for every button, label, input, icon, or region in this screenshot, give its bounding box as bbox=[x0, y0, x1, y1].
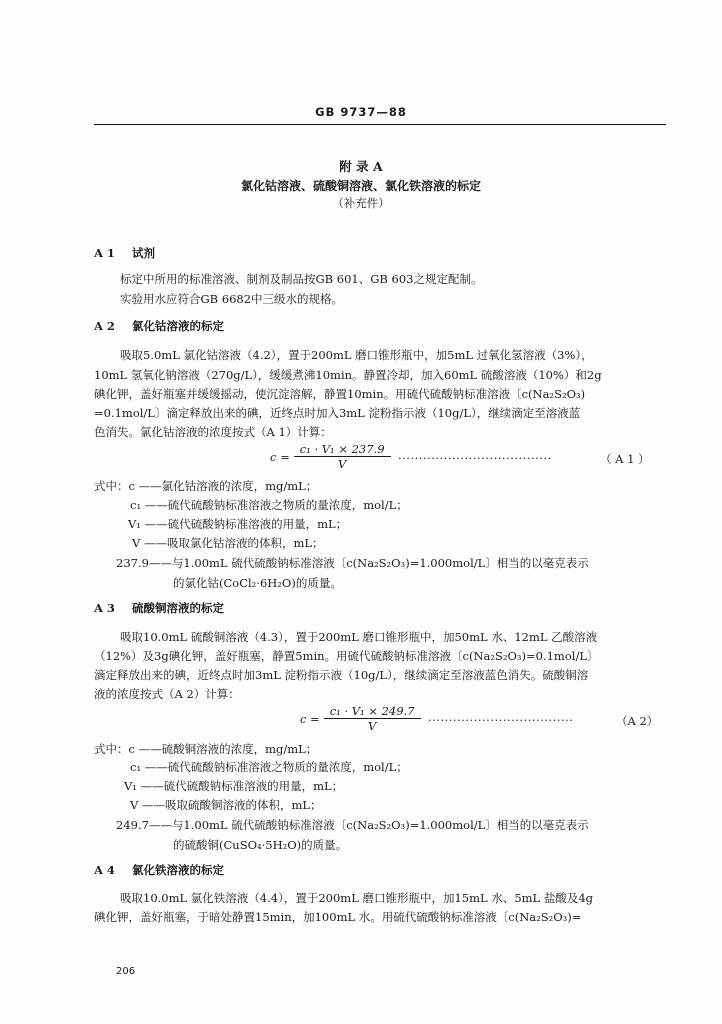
variable-definition: 式中：c ——氯化钴溶液的浓度，mg/mL； bbox=[94, 479, 318, 493]
formula-tag: （A 2） bbox=[616, 714, 659, 728]
paragraph-line: 液的浓度按式（A 2）计算： bbox=[94, 687, 240, 701]
variable-definition: 的氯化钴(CoCl₂·6H₂O)的质量。 bbox=[173, 576, 342, 590]
section-number: A 4 bbox=[94, 863, 115, 877]
paragraph-line: 滴定释放出来的碘，近终点时加3mL 淀粉指示液（10g/L），继续滴定至溶液蓝色消失。硫酸铜溶 bbox=[94, 668, 589, 682]
variable-definition: c₁ ——硫代硫酸钠标准溶液之物质的量浓度，mol/L； bbox=[130, 498, 408, 512]
header-rule bbox=[94, 124, 666, 125]
formula-a2 bbox=[300, 704, 421, 733]
section-title: 硫酸铜溶液的标定 bbox=[132, 601, 224, 615]
formula-tag: （ A 1 ） bbox=[600, 452, 650, 466]
section-number: A 3 bbox=[94, 601, 115, 615]
section-title: 氯化钴溶液的标定 bbox=[132, 319, 224, 333]
formula-leader-dots: ··································· bbox=[428, 713, 574, 727]
formula-fraction bbox=[324, 704, 421, 733]
paragraph-line: 吸取10.0mL 氯化铁溶液（4.4），置于200mL 磨口锥形瓶中，加15mL 水、5mL 盐酸及4g bbox=[120, 891, 594, 905]
paragraph-line: 实验用水应符合GB 6682中三级水的规格。 bbox=[120, 292, 344, 306]
paragraph-line: （12%）及3g碘化钾，盖好瓶塞，静置5min。用硫代硫酸钠标准溶液〔c(Na₂S₂O₃)=0.1mol/L〕 bbox=[94, 649, 599, 663]
paragraph-line: 碘化钾，盖好瓶塞并缓缓摇动，使沉淀溶解，静置10min。用硫代硫酸钠标准溶液〔c(Na₂S₂O₃) bbox=[94, 387, 586, 401]
formula-fraction bbox=[294, 442, 391, 471]
section-a1-heading bbox=[94, 245, 155, 261]
section-a2-heading bbox=[94, 318, 224, 334]
paragraph-line: 碘化钾，盖好瓶塞，于暗处静置15min，加100mL 水。用硫代硫酸钠标准溶液〔c(Na₂S₂O₃)= bbox=[94, 910, 582, 924]
formula-denominator: V bbox=[337, 457, 347, 471]
variable-definition: V ——吸取硫酸铜溶液的体积，mL； bbox=[130, 798, 322, 812]
variable-definition: 式中：c ——硫酸铜溶液的浓度，mg/mL； bbox=[94, 742, 318, 756]
appendix-note: （补充件） bbox=[332, 196, 390, 210]
section-a4-heading bbox=[94, 862, 224, 878]
section-title: 试剂 bbox=[132, 246, 155, 260]
section-number: A 1 bbox=[94, 246, 115, 260]
paragraph-line: 吸取5.0mL 氯化钴溶液（4.2），置于200mL 磨口锥形瓶中，加5mL 过氧化氢溶液（3%）， bbox=[120, 348, 593, 362]
section-title: 氯化铁溶液的标定 bbox=[132, 863, 224, 877]
formula-numerator: c₁ · V₁ × 237.9 bbox=[294, 442, 391, 457]
page-number: 206 bbox=[116, 966, 136, 977]
variable-definition: 237.9——与1.00mL 硫代硫酸钠标准溶液〔c(Na₂S₂O₃)=1.000mol/L〕相当的以毫克表示 bbox=[116, 556, 589, 570]
formula-a1 bbox=[270, 442, 391, 471]
paragraph-line: 标定中所用的标准溶液、制剂及制品按GB 601、GB 603之规定配制。 bbox=[120, 272, 483, 286]
paragraph-line: =0.1mol/L〕滴定释放出来的碘，近终点时加入3mL 淀粉指示液（10g/L），继续滴定至溶液蓝 bbox=[94, 406, 581, 420]
variable-definition: c₁ ——硫代硫酸钠标准溶液之物质的量浓度，mol/L； bbox=[130, 760, 408, 774]
formula-leader-dots: ····································· bbox=[398, 451, 552, 465]
section-number: A 2 bbox=[94, 319, 115, 333]
appendix-title: 氯化钴溶液、硫酸铜溶液、氯化铁溶液的标定 bbox=[240, 179, 481, 193]
variable-definition: V₁ ——硫代硫酸钠标准溶液的用量，mL； bbox=[128, 517, 348, 531]
variable-definition: V₁ ——硫代硫酸钠标准溶液的用量，mL； bbox=[124, 779, 344, 793]
appendix-label: 附 录 A bbox=[339, 159, 383, 174]
paragraph-line: 色消失。氯化钴溶液的浓度按式（A 1）计算： bbox=[94, 425, 332, 439]
paragraph-line: 10mL 氢氧化钠溶液（270g/L），缓缓煮沸10min。静置冷却，加入60mL 硫酸溶液（10%）和2g bbox=[94, 368, 602, 382]
variable-definition: 249.7——与1.00mL 硫代硫酸钠标准溶液〔c(Na₂S₂O₃)=1.000mol/L〕相当的以毫克表示 bbox=[116, 818, 589, 832]
formula-denominator: V bbox=[367, 719, 377, 733]
section-a3-heading bbox=[94, 600, 224, 616]
variable-definition: V ——吸取氯化钴溶液的体积，mL； bbox=[132, 536, 324, 550]
paragraph-line: 吸取10.0mL 硫酸铜溶液（4.3），置于200mL 磨口锥形瓶中，加50mL 水、12mL 乙酸溶液 bbox=[120, 630, 598, 644]
variable-definition: 的硫酸铜(CuSO₄·5H₂O)的质量。 bbox=[173, 838, 348, 852]
standard-code: GB 9737—88 bbox=[315, 105, 407, 119]
formula-numerator: c₁ · V₁ × 249.7 bbox=[324, 704, 421, 719]
formula-lhs: c = bbox=[300, 711, 320, 726]
formula-lhs: c = bbox=[270, 449, 290, 464]
